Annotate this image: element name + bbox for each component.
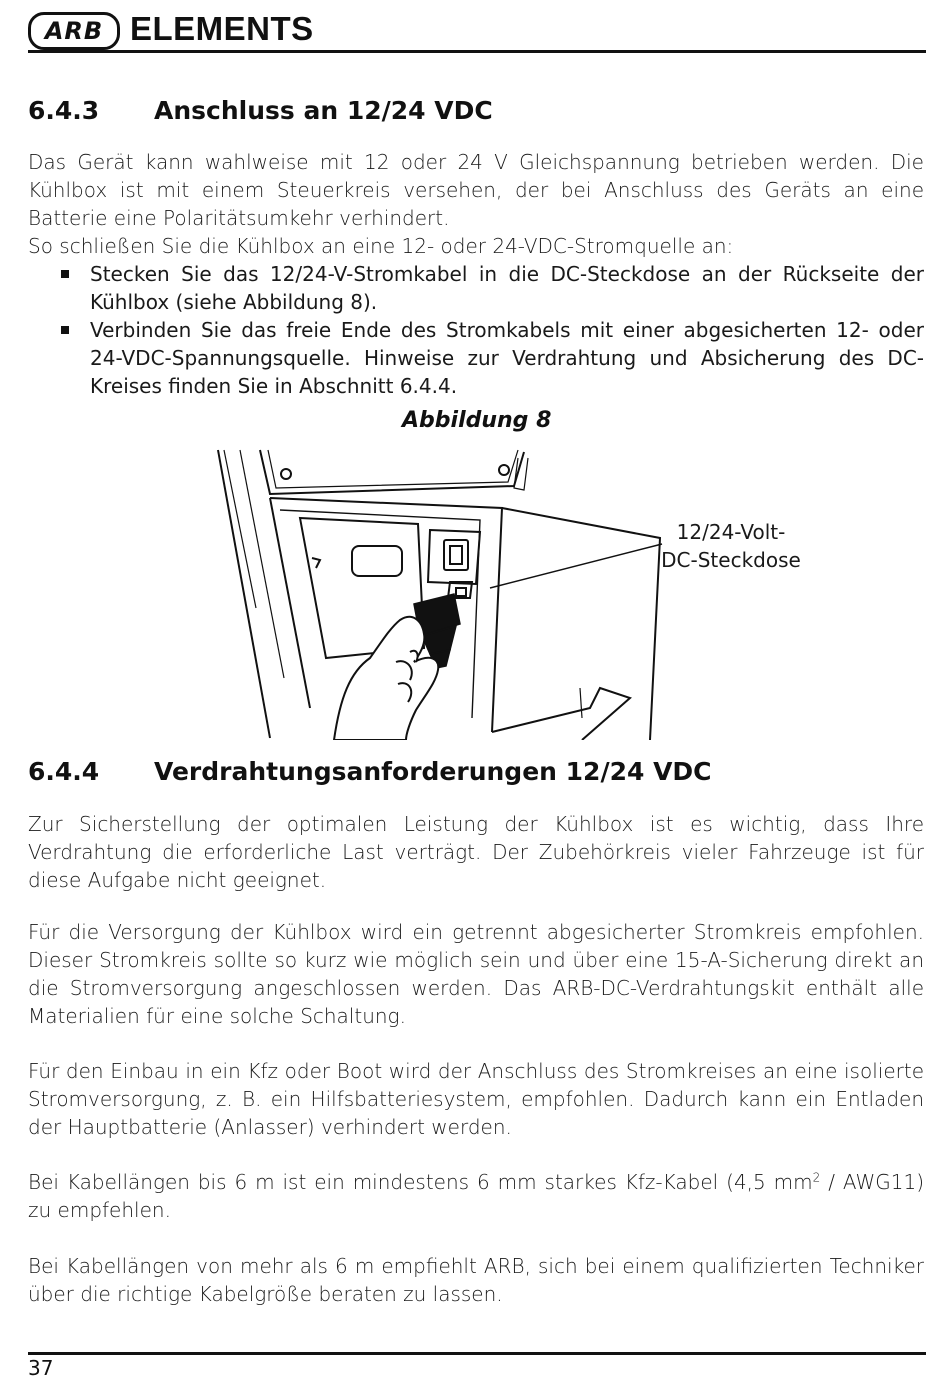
section-heading-6-4-4 (28, 757, 712, 786)
cable-spec-text: Bei Kabellängen bis 6 m ist ein mindestens 6 mm starkes Kfz-Kabel (4,5 mm (28, 1170, 813, 1194)
footer-rule (28, 1352, 926, 1355)
callout-line-2: DC-Steckdose (661, 548, 801, 572)
wiring-paragraph-5: Bei Kabellängen von mehr als 6 m empfiehlt ARB, sich bei einem qualifizierten Techniker über die richtige Kabelgröße beraten zu lassen. (28, 1254, 924, 1306)
section-title: Verdrahtungsanforderungen 12/24 VDC (154, 757, 712, 786)
callout-leader-line (490, 544, 662, 588)
figure-callout (656, 518, 806, 574)
logo-text: ARB (44, 17, 104, 45)
steps-intro: So schließen Sie die Kühlbox an eine 12- oder 24-VDC-Stromquelle an: (28, 234, 734, 258)
section-title: Anschluss an 12/24 VDC (154, 96, 493, 125)
cable-spec-text-end: / AWG11) zu empfehlen. (28, 1170, 924, 1222)
section-number: 6.4.4 (28, 757, 100, 786)
steps-list (28, 260, 924, 400)
wiring-paragraph-1: Zur Sicherstellung der optimalen Leistung der Kühlbox ist es wichtig, dass Ihre Verdrahtung die erforderliche Last verträgt. Der Zubehörkreis vieler Fahrzeuge ist für diese Aufgabe nicht geeignet. (28, 812, 924, 892)
wiring-paragraph-3: Für den Einbau in ein Kfz oder Boot wird der Anschluss des Stromkreises an eine isolierte Stromversorgung, z. B. ein Hilfsbatteriesystem, empfohlen. Dadurch kann ein Entladen der Hauptbatterie (Anlasser) verhindert werden. (28, 1059, 924, 1139)
superscript: 2 (812, 1170, 821, 1185)
figure-caption: Abbildung 8 (402, 408, 552, 433)
intro-paragraph: Das Gerät kann wahlweise mit 12 oder 24 V Gleichspannung betrieben werden. Die Kühlbox ist mit einem Steuerkreis versehen, der bei Anschluss des Geräts an eine Batterie eine Polaritätsumkehr verhindert. (28, 150, 924, 230)
wiring-paragraph-4 (28, 1168, 924, 1224)
wiring-paragraph-2: Für die Versorgung der Kühlbox wird ein getrennt abgesicherter Stromkreis empfohlen. Dieser Stromkreis sollte so kurz wie möglich sein und über eine 15-A-Sicherung direkt an die Stromversorgung angeschlossen werden. Das ARB-DC-Verdrahtungskit enthält alle Materialien für eine solche Schaltung. (28, 920, 924, 1028)
page-number: 37 (28, 1356, 54, 1380)
header-rule (28, 50, 926, 53)
arb-logo (28, 12, 120, 50)
fridge-dc-socket-illustration (210, 448, 810, 740)
page-header (28, 8, 926, 52)
list-item: Verbinden Sie das freie Ende des Stromkabels mit einer abgesicherten 12- oder 24-VDC-Spannungsquelle. Hinweise zur Verdrahtung und Absicherung des DC-Kreises finden Sie in Abschnitt 6.4.4. (28, 316, 924, 400)
section-heading-6-4-3 (28, 96, 493, 125)
brand-title: ELEMENTS (130, 10, 314, 47)
list-item: Stecken Sie das 12/24-V-Stromkabel in die DC-Steckdose an der Rückseite der Kühlbox (siehe Abbildung 8). (28, 260, 924, 316)
section-number: 6.4.3 (28, 96, 100, 125)
callout-line-1: 12/24-Volt- (676, 520, 786, 544)
